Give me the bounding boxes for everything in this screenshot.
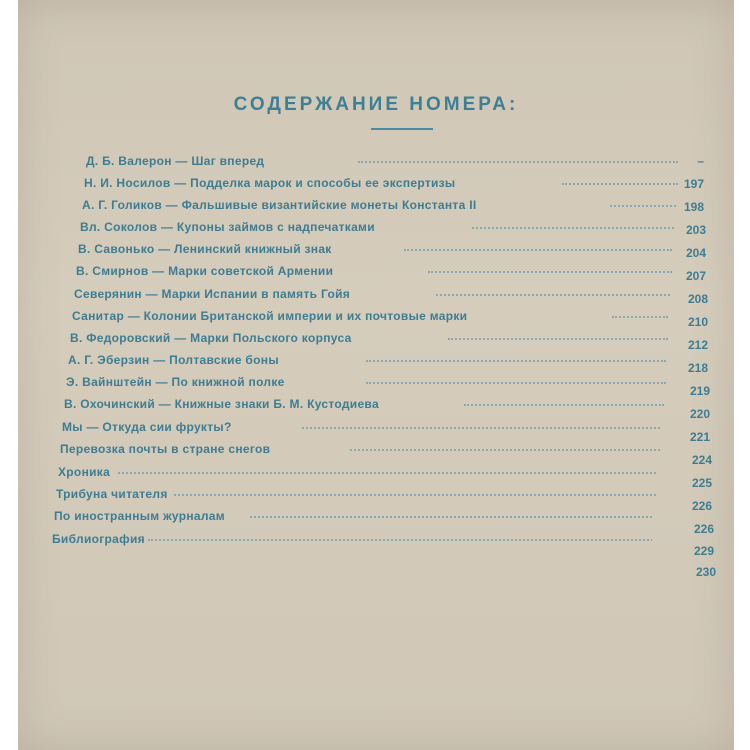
dotted-leader — [472, 227, 674, 229]
toc-entry-text: Санитар — Колонии Британской империи и их почтовые марки — [72, 309, 468, 323]
toc-entry — [58, 461, 658, 483]
toc-entry — [66, 371, 666, 393]
dotted-leader — [118, 472, 658, 474]
dotted-leader — [404, 249, 672, 251]
toc-page-number: 203 — [685, 223, 706, 237]
toc-entry-text: Трибуна читателя — [56, 487, 168, 501]
toc-page-number: 230 — [695, 565, 716, 579]
toc-page-number: 220 — [689, 407, 710, 421]
toc-page-number: 197 — [683, 177, 704, 191]
toc-entry-text: В. Охочинский — Книжные знаки Б. М. Кустодиева — [64, 397, 379, 411]
toc-entry — [62, 416, 662, 438]
toc-page-number: 225 — [691, 476, 712, 490]
toc-page-number: 226 — [693, 522, 714, 536]
toc-page-number: 208 — [687, 292, 708, 306]
dotted-leader — [174, 494, 656, 496]
toc-entry — [80, 216, 680, 238]
toc-entry-text: Н. И. Носилов — Подделка марок и способы ее экспертизы — [84, 176, 456, 190]
toc-page-number: 204 — [685, 246, 706, 260]
toc-page-number: 198 — [683, 200, 704, 214]
toc-entry-text: Мы — Откуда сии фрукты? — [62, 420, 232, 434]
toc-entry — [86, 150, 686, 172]
toc-entry — [76, 260, 676, 282]
toc-page-number: – — [697, 154, 704, 168]
toc-entry — [52, 528, 652, 550]
dotted-leader — [612, 316, 668, 318]
toc-entry-text: В. Савонько — Ленинский книжный знак — [78, 242, 332, 256]
toc-entry-text: Северянин — Марки Испании в память Гойя — [74, 287, 351, 301]
dotted-leader — [250, 516, 654, 518]
toc-entry — [54, 505, 654, 527]
toc-entry-text: Хроника — [58, 465, 111, 479]
toc-entry-text: Д. Б. Валерон — Шаг вперед — [86, 154, 265, 168]
dotted-leader — [464, 404, 664, 406]
toc-entry — [60, 438, 660, 460]
dotted-leader — [448, 338, 668, 340]
page-title: СОДЕРЖАНИЕ НОМЕРА: — [233, 94, 519, 115]
dotted-leader — [428, 271, 672, 273]
book-page — [18, 0, 734, 750]
dotted-leader — [148, 539, 652, 541]
dotted-leader — [366, 360, 666, 362]
toc-entry-text: Э. Вайнштейн — По книжной полке — [66, 375, 285, 389]
toc-entry — [64, 393, 664, 415]
dotted-leader — [366, 382, 666, 384]
toc-entry — [68, 349, 668, 371]
toc-entry-text: По иностранным журналам — [54, 509, 225, 523]
toc-entry-text: В. Смирнов — Марки советской Армении — [76, 264, 334, 278]
toc-page-number: 212 — [687, 338, 708, 352]
toc-page-number: 207 — [685, 269, 706, 283]
toc-entry — [74, 283, 674, 305]
dotted-leader — [610, 205, 676, 207]
toc-entry-text: Вл. Соколов — Купоны займов с надпечатками — [80, 220, 375, 234]
toc-entry — [84, 172, 684, 194]
dotted-leader — [436, 294, 670, 296]
table-of-contents — [18, 0, 734, 750]
dotted-leader — [302, 427, 662, 429]
toc-page-number: 226 — [691, 499, 712, 513]
toc-entry — [70, 327, 670, 349]
toc-entry — [82, 194, 682, 216]
toc-entry-text: А. Г. Эберзин — Полтавские боны — [68, 353, 279, 367]
dotted-leader — [562, 183, 678, 185]
toc-entry-text: В. Федоровский — Марки Польского корпуса — [70, 331, 352, 345]
toc-entry-text: А. Г. Голиков — Фальшивые византийские монеты Константа II — [82, 198, 477, 212]
toc-page-number: 221 — [689, 430, 710, 444]
toc-page-number: 218 — [687, 361, 708, 375]
toc-page-number: 229 — [693, 544, 714, 558]
toc-entry — [78, 238, 678, 260]
toc-page-number: 219 — [689, 384, 710, 398]
toc-page-number: 210 — [687, 315, 708, 329]
dotted-leader — [358, 161, 678, 163]
toc-page-number: 224 — [691, 453, 712, 467]
dotted-leader — [350, 449, 660, 451]
toc-entry — [56, 483, 656, 505]
toc-entry-text: Перевозка почты в стране снегов — [60, 442, 271, 456]
toc-entry — [72, 305, 672, 327]
toc-entry-text: Библиография — [52, 532, 145, 546]
